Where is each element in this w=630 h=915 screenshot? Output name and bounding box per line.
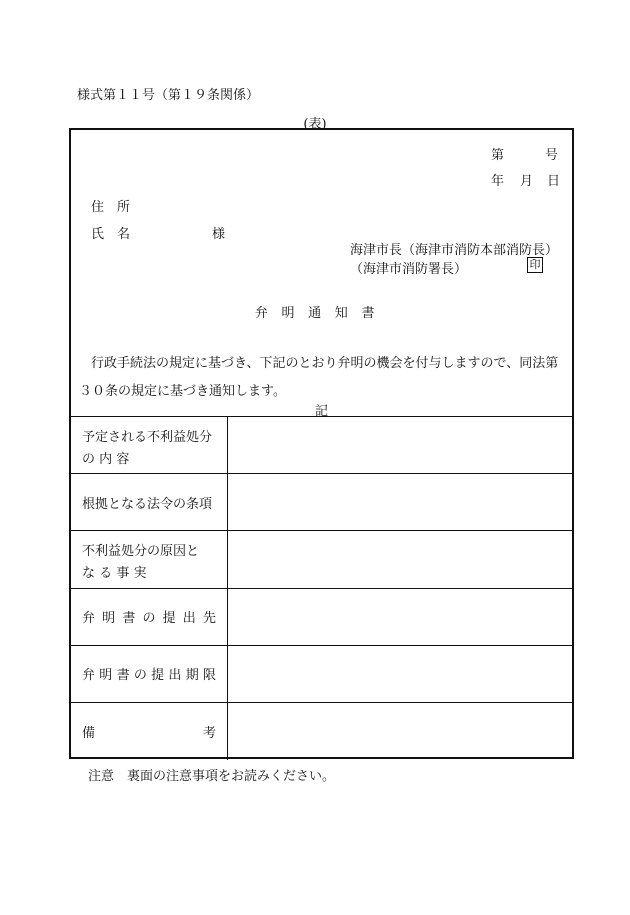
footer-note: 注意 裏面の注意事項をお読みください。 — [88, 769, 336, 784]
row-label-line: 予定される不利益処分 — [82, 430, 213, 445]
label-char: 弁 — [82, 611, 96, 627]
ki-heading: 記 — [314, 404, 328, 419]
label-char: 容 — [116, 452, 130, 467]
date-month: 月 — [520, 174, 534, 189]
label-char: 弁 — [82, 668, 96, 684]
table-row — [71, 703, 572, 760]
name-label: 氏 名 — [91, 227, 131, 242]
table-row — [71, 474, 572, 531]
row-label-line — [82, 563, 216, 585]
row-label-line — [82, 664, 216, 683]
label-char: 提 — [151, 668, 165, 684]
submission-deadline-field[interactable] — [228, 646, 572, 702]
cause-facts-field[interactable] — [228, 531, 572, 587]
issuer-line-2: （海津市消防署長） — [350, 262, 468, 277]
label-char: 考 — [202, 726, 216, 742]
notice-upper-section — [71, 130, 572, 419]
number-prefix: 第 — [491, 148, 505, 163]
side-label: (表) — [303, 117, 327, 132]
label-char: 備 — [82, 726, 96, 742]
label-char: 出 — [168, 668, 182, 684]
label-char: 提 — [162, 611, 176, 627]
label-char: 事 — [116, 566, 130, 582]
issuer-line-1: 海津市長（海津市消防本部消防長） — [350, 243, 559, 258]
label-char: 書 — [116, 668, 130, 684]
label-char: 明 — [99, 668, 113, 684]
table-row — [71, 417, 572, 474]
honorific: 様 — [212, 227, 226, 242]
legal-basis-field[interactable] — [228, 474, 572, 530]
table-row — [71, 589, 572, 646]
number-suffix: 号 — [545, 148, 559, 163]
row-label-line — [82, 449, 216, 471]
date-day: 日 — [547, 174, 561, 189]
label-char: る — [99, 566, 113, 582]
row-label — [71, 589, 228, 645]
date-year: 年 — [491, 174, 505, 189]
label-char: 期 — [185, 668, 199, 684]
row-label-line — [82, 607, 216, 626]
label-char: の — [82, 452, 96, 467]
row-label — [71, 646, 228, 702]
label-char: 出 — [182, 611, 196, 627]
address-label: 住 所 — [91, 200, 131, 215]
label-char: 内 — [99, 452, 113, 467]
body-text-line-1: 行政手続法の規定に基づき、下記のとおり弁明の機会を付与しますので、同法第 — [91, 356, 559, 371]
seal-mark: 印 — [527, 257, 543, 273]
row-label — [71, 474, 228, 530]
form-number: 様式第１１号（第１９条関係） — [77, 88, 260, 103]
row-label-line: 根拠となる法令の条項 — [82, 496, 213, 512]
label-char: 限 — [202, 668, 216, 684]
row-label-line — [82, 722, 216, 741]
row-label-line: 不利益処分の原因と — [82, 544, 200, 560]
document-title: 弁明通知書 — [254, 306, 389, 321]
label-char: 明 — [102, 611, 116, 627]
label-char: の — [142, 611, 156, 627]
form-frame — [69, 128, 574, 759]
label-char: 実 — [133, 566, 147, 582]
label-char: の — [133, 668, 147, 684]
row-label — [71, 703, 228, 760]
row-label — [71, 417, 228, 473]
details-table — [71, 416, 572, 757]
submission-destination-field[interactable] — [228, 589, 572, 645]
table-row — [71, 531, 572, 588]
row-label — [71, 531, 228, 587]
remarks-field[interactable] — [228, 703, 572, 760]
label-char: 先 — [202, 611, 216, 627]
label-char: 書 — [122, 611, 136, 627]
body-text-line-2: ３０条の規定に基づき通知します。 — [79, 384, 286, 399]
planned-disposition-field[interactable] — [228, 417, 572, 473]
label-char: な — [82, 566, 96, 582]
table-row — [71, 646, 572, 703]
